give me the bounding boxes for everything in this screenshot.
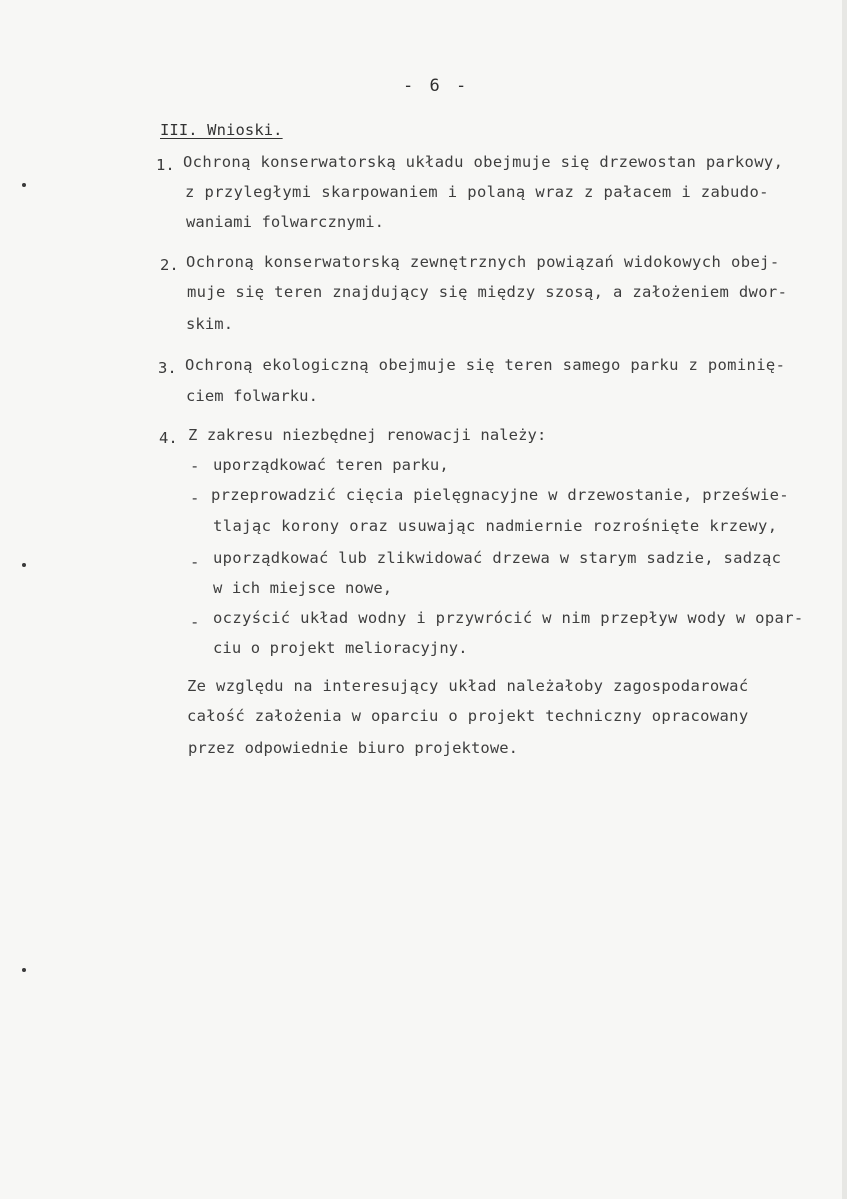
item-1-line: Ochroną konserwatorską układu obejmuje się drzewostan parkowy,: [183, 153, 784, 171]
bullet-dash: -: [190, 553, 200, 571]
item-number: 2.: [160, 256, 179, 274]
bullet-line: przeprowadzić cięcia pielęgnacyjne w drzewostanie, prześwie-: [211, 486, 789, 504]
item-number: 4.: [159, 429, 178, 447]
binder-hole-mark: [22, 563, 26, 567]
item-number: 3.: [158, 359, 177, 377]
item-4-line: Z zakresu niezbędnej renowacji należy:: [188, 426, 547, 444]
item-2-line: skim.: [186, 315, 234, 333]
item-2-line: Ochroną konserwatorską zewnętrznych powiązań widokowych obej-: [186, 253, 780, 271]
item-1-line: waniami folwarcznymi.: [186, 213, 385, 231]
item-number: 1.: [156, 156, 175, 174]
page-edge-shadow: [842, 0, 847, 1199]
closing-paragraph-line: przez odpowiednie biuro projektowe.: [188, 739, 519, 757]
item-1-line: z przyległymi skarpowaniem i polaną wraz z pałacem i zabudo-: [185, 183, 769, 201]
binder-hole-mark: [22, 183, 26, 187]
page-number: - 6 -: [403, 76, 470, 96]
section-heading: III. Wnioski.: [160, 121, 283, 139]
item-3-line: Ochroną ekologiczną obejmuje się teren samego parku z pominię-: [185, 356, 786, 374]
item-3-line: ciem folwarku.: [186, 387, 319, 405]
bullet-line: uporządkować lub zlikwidować drzewa w starym sadzie, sadząc: [213, 549, 782, 567]
bullet-line: tlając korony oraz usuwając nadmiernie rozrośnięte krzewy,: [213, 517, 778, 535]
bullet-dash: -: [190, 457, 200, 475]
bullet-dash: -: [190, 489, 200, 507]
bullet-dash: -: [190, 613, 200, 631]
bullet-line: oczyścić układ wodny i przywrócić w nim przepływ wody w opar-: [213, 609, 804, 627]
bullet-line: ciu o projekt melioracyjny.: [213, 639, 468, 657]
item-2-line: muje się teren znajdujący się między szosą, a założeniem dwor-: [187, 283, 788, 301]
closing-paragraph-line: całość założenia w oparciu o projekt techniczny opracowany: [187, 707, 749, 725]
bullet-line: w ich miejsce nowe,: [213, 579, 393, 597]
binder-hole-mark: [22, 968, 26, 972]
closing-paragraph-line: Ze względu na interesujący układ należałoby zagospodarować: [187, 677, 749, 695]
bullet-line: uporządkować teren parku,: [213, 456, 449, 474]
